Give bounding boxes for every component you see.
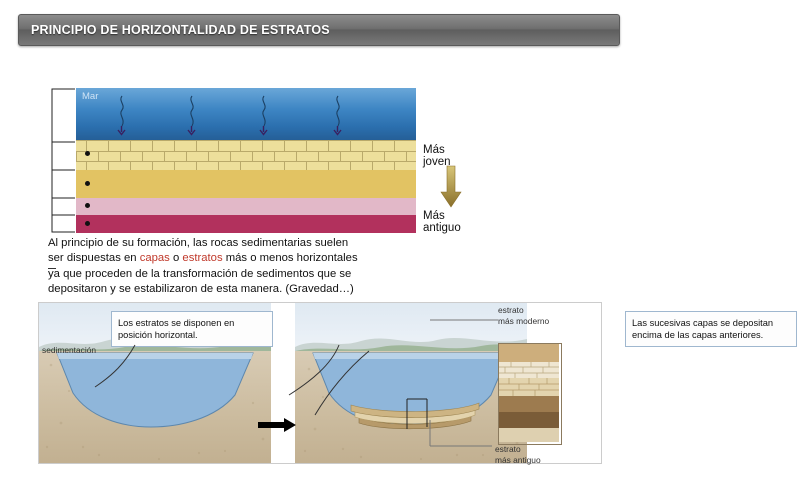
column-bottom-label-line1: estrato	[495, 444, 521, 454]
layer-marker-dot	[85, 181, 90, 186]
column-band-1	[499, 344, 559, 363]
layer-marker-dot	[85, 151, 90, 156]
column-band-5	[499, 412, 559, 429]
sedimentation-label: sedimentación	[42, 345, 97, 355]
age-direction-arrow-icon	[440, 166, 462, 208]
sediment-squiggle-icon	[116, 96, 128, 130]
column-band-2	[499, 362, 559, 379]
column-top-label-line1: estrato	[498, 305, 524, 315]
column-band-6	[499, 428, 559, 442]
upper-diagram	[48, 88, 468, 233]
sediment-squiggle-icon	[186, 96, 198, 130]
magenta-stratum	[76, 215, 416, 233]
caption-term-estratos: estratos	[182, 252, 223, 265]
caption-term-capas: capas	[139, 252, 170, 265]
column-bottom-label-line2: más antiguo	[495, 454, 541, 465]
strata-stack	[76, 88, 416, 233]
column-band-3	[499, 378, 559, 397]
basin-water	[39, 347, 271, 437]
caption-line-1: Al principio de su formación, las rocas sedimentarias suelen	[48, 237, 349, 249]
down-arrow-icon	[333, 126, 342, 135]
sediment-squiggle-icon	[332, 96, 344, 130]
column-top-label	[498, 305, 549, 326]
caption-line-2e: más o menos horizontales	[222, 252, 358, 265]
page-title: PRINCIPIO DE HORIZONTALIDAD DE ESTRATOS	[31, 23, 330, 37]
layer-marker-dot	[85, 203, 90, 208]
youngest-label: Más joven	[423, 144, 451, 168]
brick-texture	[499, 362, 559, 378]
caption-line-3: ya que proceden de la transformación de sedimentos que se	[48, 267, 352, 280]
down-arrow-icon	[259, 126, 268, 135]
stratigraphic-column	[498, 343, 562, 445]
sea-label: Mar	[82, 91, 99, 102]
down-arrow-icon	[117, 126, 126, 135]
caption-line-2c: o	[169, 252, 183, 265]
oldest-label: Más antiguo	[423, 210, 461, 234]
column-top-label-line2: más moderno	[498, 315, 550, 326]
slide-title-bar	[18, 14, 620, 46]
callout-left: Los estratos se disponen en posición horizontal.	[111, 311, 273, 347]
caption-line-2a: ser dispuestas en	[48, 252, 140, 265]
layer-bracket	[48, 88, 76, 233]
callout-right: Las sucesivas capas se depositan encima de las capas anteriores.	[625, 311, 797, 347]
basin-scene-initial	[39, 303, 271, 463]
yellow-brick-stratum	[76, 140, 416, 172]
column-bottom-label	[495, 444, 541, 465]
brick-texture	[499, 378, 559, 396]
basin-water-with-strata	[295, 347, 527, 437]
column-band-4	[499, 396, 559, 413]
caption-text	[48, 236, 468, 297]
down-arrow-icon	[187, 126, 196, 135]
basin-scene-later	[295, 303, 774, 463]
layer-marker-dot	[85, 221, 90, 226]
caption-line-4: depositaron y se estabilizaron de esta manera. (Gravedad…)	[48, 282, 354, 295]
progression-arrow-icon	[258, 418, 296, 432]
sediment-squiggle-icon	[258, 96, 270, 130]
pink-stratum	[76, 198, 416, 216]
tan-stratum	[76, 170, 416, 199]
